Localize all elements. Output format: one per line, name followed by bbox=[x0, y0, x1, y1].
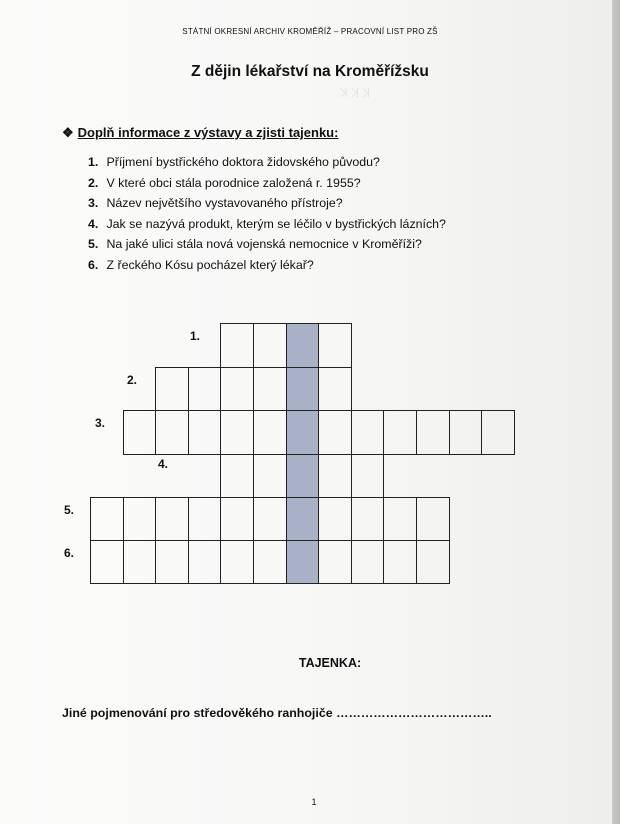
solution-cell[interactable] bbox=[286, 497, 320, 541]
crossword-cell[interactable] bbox=[318, 454, 352, 498]
answer-blank[interactable]: ……………………………….. bbox=[336, 706, 492, 720]
solution-cell[interactable] bbox=[286, 367, 320, 411]
crossword-cell[interactable] bbox=[253, 497, 287, 541]
row-label: 1. bbox=[190, 329, 201, 343]
row-label: 5. bbox=[64, 503, 75, 517]
crossword-cell[interactable] bbox=[351, 497, 385, 541]
crossword-cell[interactable] bbox=[220, 497, 254, 541]
question-text: Příjmení bystřického doktora židovského původu? bbox=[106, 155, 380, 169]
crossword-cell[interactable] bbox=[123, 410, 157, 455]
question-number: 4. bbox=[88, 216, 99, 231]
crossword-cell[interactable] bbox=[318, 367, 352, 411]
question-number: 3. bbox=[88, 196, 99, 211]
page-title: Z dějin lékařství na Kroměřížsku bbox=[191, 63, 429, 80]
crossword-cell[interactable] bbox=[318, 540, 352, 584]
crossword-cell[interactable] bbox=[253, 323, 287, 368]
crossword-cell[interactable] bbox=[351, 540, 385, 584]
crossword-cell[interactable] bbox=[416, 410, 450, 455]
crossword-cell[interactable] bbox=[253, 367, 287, 411]
crossword-cell[interactable] bbox=[188, 497, 222, 541]
solution-cell[interactable] bbox=[286, 410, 320, 455]
question-number: 6. bbox=[88, 257, 99, 272]
crossword-cell[interactable] bbox=[90, 497, 124, 541]
crossword-cell[interactable] bbox=[318, 323, 352, 368]
crossword-cell[interactable] bbox=[253, 540, 287, 584]
final-question-text: Jiné pojmenování pro středověkého ranhojiče bbox=[62, 706, 333, 720]
crossword-cell[interactable] bbox=[220, 323, 254, 368]
page-edge bbox=[612, 0, 620, 824]
crossword-cell[interactable] bbox=[188, 540, 222, 584]
row-label: 3. bbox=[95, 416, 106, 430]
crossword-cell[interactable] bbox=[253, 410, 287, 455]
solution-cell[interactable] bbox=[286, 454, 320, 498]
crossword-cell[interactable] bbox=[383, 540, 417, 584]
diamond-bullet-icon: ❖ bbox=[62, 125, 74, 140]
bleed-through-text: ꓘ ꓘ ꓘ bbox=[340, 86, 371, 100]
crossword-cell[interactable] bbox=[253, 454, 287, 498]
solution-cell[interactable] bbox=[286, 540, 320, 584]
crossword-cell[interactable] bbox=[416, 497, 450, 541]
crossword-cell[interactable] bbox=[155, 540, 189, 584]
crossword-cell[interactable] bbox=[220, 410, 254, 455]
row-label: 4. bbox=[158, 457, 169, 471]
page-number: 1 bbox=[311, 797, 317, 807]
question-text: V které obci stála porodnice založená r. 1955? bbox=[106, 175, 361, 190]
crossword-cell[interactable] bbox=[123, 497, 157, 541]
crossword-cell[interactable] bbox=[383, 497, 417, 541]
crossword-cell[interactable] bbox=[155, 367, 189, 411]
question-number: 1. bbox=[88, 155, 99, 169]
crossword-cell[interactable] bbox=[123, 540, 157, 584]
crossword-cell[interactable] bbox=[449, 410, 483, 455]
crossword-cell[interactable] bbox=[351, 454, 385, 498]
crossword-cell[interactable] bbox=[318, 410, 352, 455]
crossword-cell[interactable] bbox=[188, 367, 222, 411]
crossword-cell[interactable] bbox=[220, 367, 254, 411]
crossword-cell[interactable] bbox=[155, 410, 189, 455]
question-text: Jak se nazývá produkt, kterým se léčilo v bystřických lázních? bbox=[106, 216, 446, 231]
final-question bbox=[62, 706, 492, 720]
solution-label: TAJENKA: bbox=[298, 656, 362, 670]
crossword-cell[interactable] bbox=[351, 410, 385, 455]
crossword-cell[interactable] bbox=[188, 410, 222, 455]
question-number: 5. bbox=[88, 237, 99, 252]
row-label: 6. bbox=[64, 546, 75, 560]
task-text: Doplň informace z výstavy a zjisti tajenku: bbox=[77, 125, 339, 140]
crossword-cell[interactable] bbox=[383, 410, 417, 455]
crossword-cell[interactable] bbox=[220, 540, 254, 584]
crossword-cell[interactable] bbox=[318, 497, 352, 541]
row-label: 2. bbox=[127, 373, 138, 387]
question-text: Na jaké ulici stála nová vojenská nemocnice v Kroměříži? bbox=[106, 237, 422, 252]
question-number: 2. bbox=[88, 175, 99, 190]
crossword-cell[interactable] bbox=[481, 410, 515, 455]
crossword-cell[interactable] bbox=[416, 540, 450, 584]
crossword-cell[interactable] bbox=[220, 454, 254, 498]
solution-cell[interactable] bbox=[286, 323, 320, 368]
question-text: Název největšího vystavovaného přístroje? bbox=[106, 196, 343, 211]
question-text: Z řeckého Kósu pocházel který lékař? bbox=[106, 257, 314, 272]
crossword-cell[interactable] bbox=[155, 497, 189, 541]
page-header: STÁTNÍ OKRESNÍ ARCHIV KROMĚŘÍŽ – PRACOVNÍ LIST PRO ZŠ bbox=[182, 27, 438, 36]
crossword-cell[interactable] bbox=[90, 540, 124, 584]
